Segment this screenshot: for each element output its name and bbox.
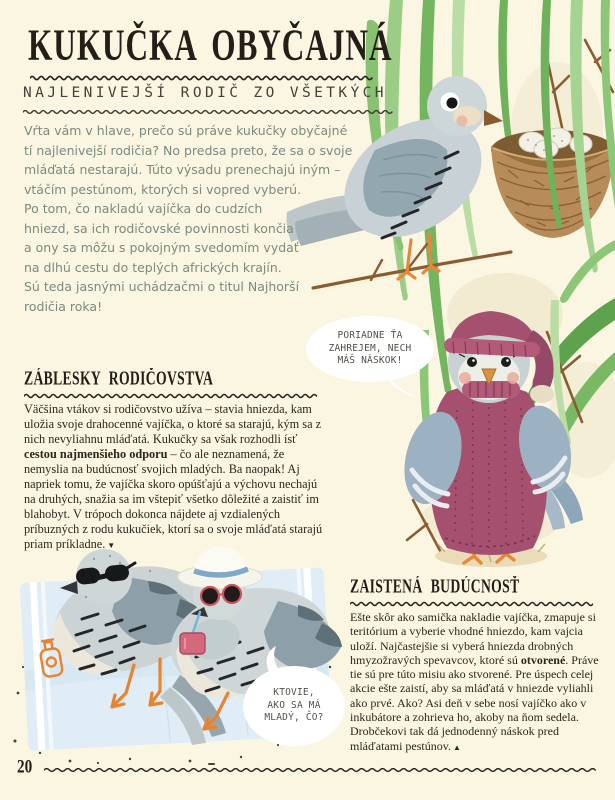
intro-line: rodičia roka! xyxy=(24,298,103,314)
page-number: 20 xyxy=(17,757,33,778)
body-text-run: Väčšina vtákov si rodičovstvo užíva – stavia hniezda, kam uložia svoje drahocenné vajíčka, o ktoré sa starajú, kým sa z nich nevyliahnu mláďatá. Kukučky sa však rozhodli ísť xyxy=(24,402,322,446)
intro-line: na dlhú cestu do teplých afrických krajín. xyxy=(24,259,282,275)
body-text-bold: cestou najmenšieho odporu xyxy=(24,447,168,461)
intro-line: hniezd, sa ich rodičovské povinnosti končia xyxy=(24,220,294,236)
section-body-future xyxy=(350,610,608,755)
page-title: KUKUČKA OBYČAJNÁ xyxy=(28,21,393,70)
speech-bubble-warming xyxy=(306,316,434,382)
intro-line: mláďatá nestarajú. Túto výsadu prenechajú iným – xyxy=(24,162,341,177)
wavy-divider-section1 xyxy=(24,391,319,401)
speech-line: PORIADNE ŤA xyxy=(337,330,403,342)
speech-bubble-wondering xyxy=(243,666,345,746)
intro-line: Sú teda jasnými uchádzačmi o titul Najhorší xyxy=(24,279,300,294)
wavy-divider-title xyxy=(30,73,375,83)
speech-line: AKO SA MÁ xyxy=(267,699,321,711)
paragraph-end-mark: ▼ xyxy=(107,541,116,550)
intro-line: tí najlenivejší rodičia? No predsa preto, že sa o svoje xyxy=(24,142,353,158)
speech-line: KTOVIE, xyxy=(273,687,315,699)
speech-line: MLADÝ, ČO? xyxy=(264,712,324,724)
section-heading-parenthood: ZÁBLESKY RODIČOVSTVA xyxy=(24,368,214,390)
intro-line: Po tom, čo nakladú vajíčka do cudzích xyxy=(24,201,263,216)
intro-line: Vŕta vám v hlave, prečo sú práve kukučky obyčajné xyxy=(24,123,348,138)
section-heading-future: ZAISTENÁ BUDÚCNOSŤ xyxy=(350,576,520,598)
body-text-run: . Práve tie sú pre túto misiu ako stvorené. Pre úspech celej akcie ešte zaistí, aby sa mláďatá v hniezde vyliahli ako prvé. Ako? Asi deň v sebe nosí vajíčko ako v inkubátore a zohrieva ho, akoby na ňom sedela. Drobčekovi tak dá jednodenný náskok pred mláďatami pestúnov. xyxy=(350,652,599,753)
body-text-bold: otvorené xyxy=(520,652,566,667)
intro-line: a ony sa môžu s pokojným svedomím vydať xyxy=(24,240,299,255)
paragraph-end-mark: ▲ xyxy=(452,742,461,752)
wavy-divider-section2 xyxy=(350,599,593,609)
page-subtitle: NAJLENIVEJŠÍ RODIČ ZO VŠETKÝCH xyxy=(23,85,387,101)
intro-paragraph xyxy=(24,121,352,316)
intro-line: vtáčím pestúnom, ktorých si vopred vyberú. xyxy=(24,181,302,197)
wavy-divider-subtitle xyxy=(23,107,393,117)
speech-line: MÁŠ NÁSKOK! xyxy=(337,355,403,367)
body-text-run: – čo ale neznamená, že nemyslia na budúcnosť svojich mladých. Ba naopak! Aj napriek tomu, že vajíčka skoro opúšťajú a výchovu nechajú na druhých, snažia sa im vštepiť všetko dôležité a zaistiť im blahobyt. V trópoch dokonca nájdete aj vzdialených príbuzných z rodu kukučiek, ktorí sa o svoje mláďatá starajú priam príkladne. xyxy=(24,447,323,551)
drink-cup-icon xyxy=(180,633,205,654)
sun-hat-icon xyxy=(178,547,262,589)
body-text-run: Ešte skôr ako samička nakladie vajíčka, zmapuje si teritórium a vyberie vhodné hniezdo, kam vajcia uloží. Najčastejšie si vyberá hniezda drobných hmyzožravých spevavcov, ktoré sú xyxy=(350,610,596,667)
section-body-parenthood xyxy=(24,402,324,553)
wavy-divider-footer xyxy=(44,765,600,775)
speech-line: ZAHREJEM, NECH xyxy=(328,342,412,354)
